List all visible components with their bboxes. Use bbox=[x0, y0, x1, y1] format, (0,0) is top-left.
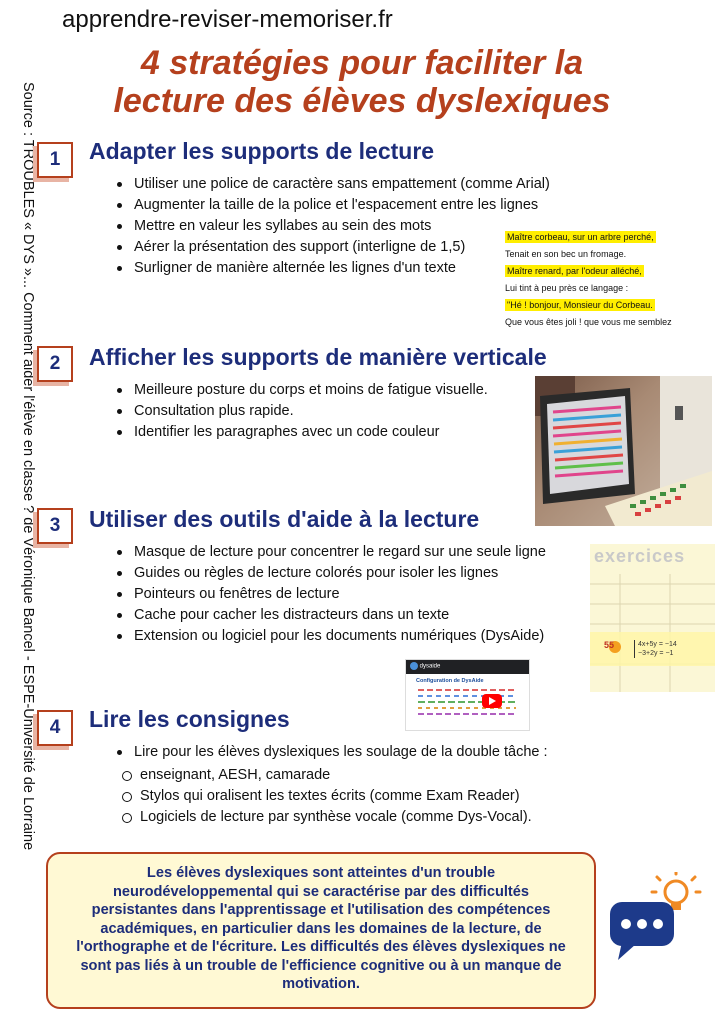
list-item: Aérer la présentation des support (interligne de 1,5) bbox=[112, 237, 550, 258]
section-number-2: 2 bbox=[37, 346, 73, 382]
page-title bbox=[40, 44, 684, 120]
dysaide-screenshot bbox=[405, 659, 530, 731]
exercise-number: 55 bbox=[604, 640, 615, 650]
section-3-list bbox=[112, 542, 546, 647]
list-item: Surligner de manière alternée les lignes d'un texte bbox=[112, 258, 550, 279]
sample-line: Maître corbeau, sur un arbre perché, bbox=[507, 232, 654, 242]
list-item: Pointeurs ou fenêtres de lecture bbox=[112, 584, 546, 605]
list-item: Mettre en valeur les syllabes au sein des mots bbox=[112, 216, 550, 237]
equation: 4x+5y = −14 bbox=[638, 641, 677, 648]
section-heading-2: Afficher les supports de manière verticale bbox=[89, 344, 547, 370]
section-number-4: 4 bbox=[37, 710, 73, 746]
list-item: Guides ou règles de lecture colorés pour isoler les lignes bbox=[112, 563, 546, 584]
list-item: Meilleure posture du corps et moins de fatigue visuelle. bbox=[112, 380, 488, 401]
list-item: Consultation plus rapide. bbox=[112, 401, 488, 422]
tablet-illustration bbox=[535, 376, 712, 526]
source-credit bbox=[22, 82, 36, 862]
sub-list-item: Logiciels de lecture par synthèse vocale (comme Dys-Vocal). bbox=[118, 807, 532, 828]
video-header bbox=[406, 660, 529, 674]
definition-callout bbox=[46, 852, 596, 1009]
config-label: Configuration de DysAide bbox=[416, 678, 484, 684]
title-line-2: lecture des élèves dyslexiques bbox=[113, 82, 611, 120]
section-number-1: 1 bbox=[37, 142, 73, 178]
sample-line: Maître renard, par l'odeur alléché, bbox=[507, 266, 642, 276]
callout-text: Les élèves dyslexiques sont atteintes d'un trouble neurodéveloppemental qui se caractérise par des difficultés persistantes dans l'apprentissage et l'utilisation des compétences académiques, en particulier dans les domaines de la lecture, de l'orthographe et de l'écriture. Les difficultés des élèves dyslexiques ne sont pas liés à un trouble de l'efficience cognitive ou à un manque de motivation. bbox=[76, 865, 566, 992]
sample-line: Que vous êtes joli ! que vous me semblez bbox=[505, 317, 672, 327]
exercise-title: exercices bbox=[594, 546, 686, 566]
section-heading-4: Lire les consignes bbox=[89, 706, 290, 732]
section-heading-3: Utiliser des outils d'aide à la lecture bbox=[89, 506, 480, 532]
list-item: Extension ou logiciel pour les documents numériques (DysAide) bbox=[112, 626, 546, 647]
tablet-photo bbox=[535, 376, 712, 526]
title-line-1: 4 stratégies pour faciliter la bbox=[140, 44, 584, 82]
section-4-sublist bbox=[98, 765, 532, 828]
colored-syllables-illustration bbox=[406, 686, 530, 726]
section-2-list bbox=[112, 380, 488, 443]
section-number-3: 3 bbox=[37, 508, 73, 544]
list-item: Lire pour les élèves dyslexiques les soulage de la double tâche : bbox=[112, 742, 548, 763]
list-item: Cache pour cacher les distracteurs dans un texte bbox=[112, 605, 546, 626]
chat-idea-icon bbox=[608, 872, 708, 962]
reading-ruler-photo bbox=[590, 544, 715, 692]
section-4-list bbox=[112, 742, 548, 763]
list-item: Masque de lecture pour concentrer le regard sur une seule ligne bbox=[112, 542, 546, 563]
list-item: Utiliser une police de caractère sans empattement (comme Arial) bbox=[112, 174, 550, 195]
sub-list-item: Stylos qui oralisent les textes écrits (comme Exam Reader) bbox=[118, 786, 532, 807]
sub-list-item: enseignant, AESH, camarade bbox=[118, 765, 532, 786]
list-item: Augmenter la taille de la police et l'espacement entre les lignes bbox=[112, 195, 550, 216]
highlighted-text-sample bbox=[505, 229, 715, 331]
source-text: Source : TROUBLES « DYS »... Comment aider l'élève en classe ? de Véronique Bancel - ESPE-Université de Lorraine bbox=[20, 82, 36, 851]
list-item: Identifier les paragraphes avec un code couleur bbox=[112, 422, 488, 443]
equation: −3+2y = −1 bbox=[638, 650, 674, 657]
speech-bubble-icon bbox=[610, 902, 674, 960]
sample-line: "Hé ! bonjour, Monsieur du Corbeau. bbox=[507, 300, 653, 310]
section-heading-1: Adapter les supports de lecture bbox=[89, 138, 435, 164]
site-name: apprendre-reviser-memoriser.fr bbox=[62, 6, 393, 33]
equation-system bbox=[634, 640, 677, 658]
app-name: dysaide bbox=[419, 663, 441, 670]
sample-line: Tenait en son bec un fromage. bbox=[505, 249, 627, 259]
sample-line: Lui tint à peu près ce langage : bbox=[505, 283, 629, 293]
section-1-list bbox=[112, 174, 550, 279]
ruler-illustration bbox=[590, 544, 715, 692]
